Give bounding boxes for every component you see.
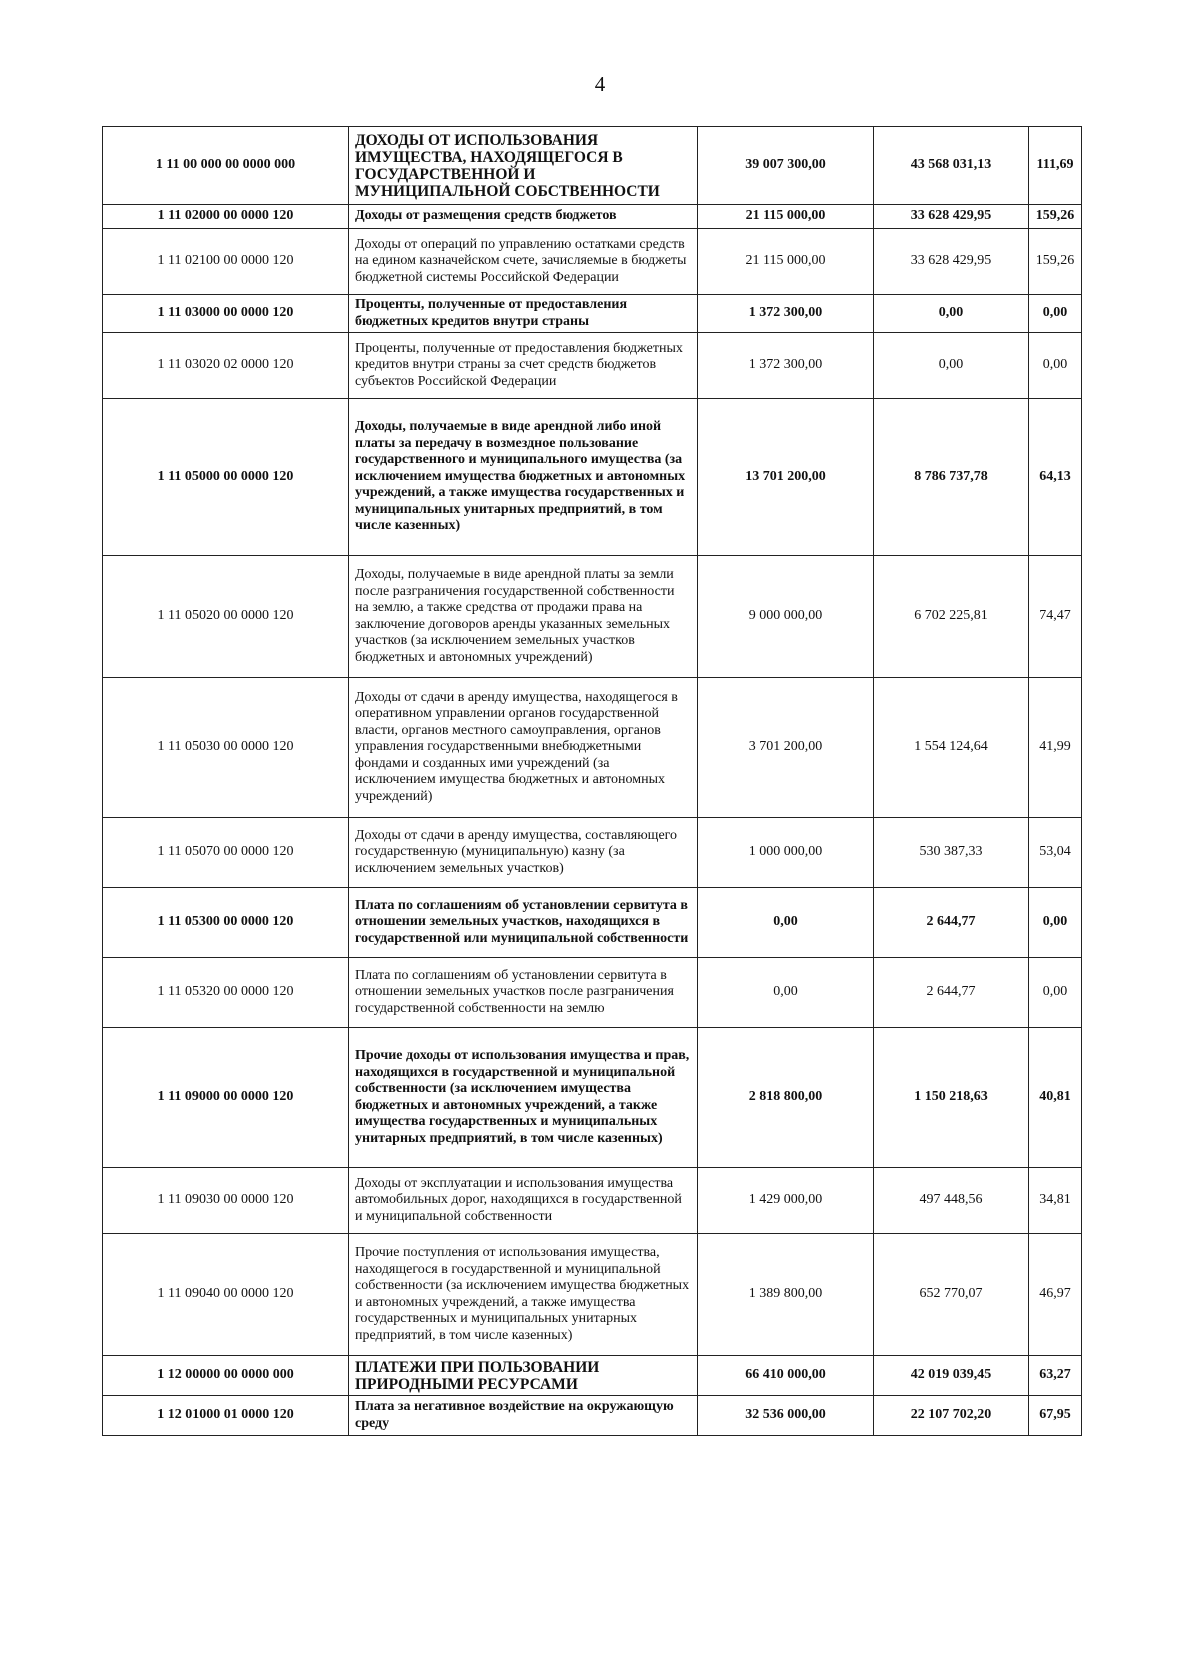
table-row bbox=[103, 1356, 1082, 1396]
table-row bbox=[103, 1168, 1082, 1234]
table-row bbox=[103, 229, 1082, 295]
percent-cell: 0,00 bbox=[1029, 295, 1082, 333]
table-row bbox=[103, 678, 1082, 818]
table-row bbox=[103, 888, 1082, 958]
income-name-cell: Доходы от размещения средств бюджетов bbox=[349, 205, 698, 229]
budget-code-cell: 1 11 05300 00 0000 120 bbox=[103, 888, 349, 958]
percent-cell: 111,69 bbox=[1029, 127, 1082, 205]
plan-amount-cell: 21 115 000,00 bbox=[698, 205, 874, 229]
income-name-cell: Проценты, полученные от предоставления бюджетных кредитов внутри страны bbox=[349, 295, 698, 333]
fact-amount-cell: 6 702 225,81 bbox=[874, 556, 1029, 678]
fact-amount-cell: 43 568 031,13 bbox=[874, 127, 1029, 205]
table-row bbox=[103, 295, 1082, 333]
budget-code-cell: 1 11 05320 00 0000 120 bbox=[103, 958, 349, 1028]
income-name-cell: ПЛАТЕЖИ ПРИ ПОЛЬЗОВАНИИ ПРИРОДНЫМИ РЕСУРСАМИ bbox=[349, 1356, 698, 1396]
income-name-cell: Плата по соглашениям об установлении сервитута в отношении земельных участков, находящихся в государственной или муниципальной собственности bbox=[349, 888, 698, 958]
percent-cell: 53,04 bbox=[1029, 818, 1082, 888]
income-name-cell: Прочие поступления от использования имущества, находящегося в государственной и муниципальной собственности (за исключением имущества бюджетных и автономных учреждений, а также имущества государственных и муниципальных унитарных предприятий, в том числе казенных) bbox=[349, 1234, 698, 1356]
fact-amount-cell: 1 150 218,63 bbox=[874, 1028, 1029, 1168]
budget-income-table bbox=[102, 126, 1082, 1436]
table-row bbox=[103, 333, 1082, 399]
income-name-cell: Доходы, получаемые в виде арендной либо иной платы за передачу в возмездное пользование государственного и муниципального имущества (за исключением имущества бюджетных и автономных учреждений, а также имущества государственных и муниципальных унитарных предприятий, в том числе казенных) bbox=[349, 399, 698, 556]
percent-cell: 67,95 bbox=[1029, 1396, 1082, 1436]
fact-amount-cell: 2 644,77 bbox=[874, 888, 1029, 958]
plan-amount-cell: 1 389 800,00 bbox=[698, 1234, 874, 1356]
plan-amount-cell: 1 372 300,00 bbox=[698, 295, 874, 333]
fact-amount-cell: 0,00 bbox=[874, 333, 1029, 399]
fact-amount-cell: 22 107 702,20 bbox=[874, 1396, 1029, 1436]
income-name-cell: Доходы от сдачи в аренду имущества, составляющего государственную (муниципальную) казну (за исключением земельных участков) bbox=[349, 818, 698, 888]
table-row bbox=[103, 1234, 1082, 1356]
percent-cell: 0,00 bbox=[1029, 888, 1082, 958]
percent-cell: 41,99 bbox=[1029, 678, 1082, 818]
fact-amount-cell: 1 554 124,64 bbox=[874, 678, 1029, 818]
table-row bbox=[103, 958, 1082, 1028]
table-row bbox=[103, 205, 1082, 229]
income-name-cell: Плата по соглашениям об установлении сервитута в отношении земельных участков после разграничения государственной собственности на землю bbox=[349, 958, 698, 1028]
fact-amount-cell: 8 786 737,78 bbox=[874, 399, 1029, 556]
plan-amount-cell: 1 372 300,00 bbox=[698, 333, 874, 399]
plan-amount-cell: 9 000 000,00 bbox=[698, 556, 874, 678]
plan-amount-cell: 3 701 200,00 bbox=[698, 678, 874, 818]
table-row bbox=[103, 127, 1082, 205]
plan-amount-cell: 1 429 000,00 bbox=[698, 1168, 874, 1234]
fact-amount-cell: 33 628 429,95 bbox=[874, 229, 1029, 295]
fact-amount-cell: 2 644,77 bbox=[874, 958, 1029, 1028]
table-row bbox=[103, 556, 1082, 678]
table-body bbox=[103, 127, 1082, 1436]
plan-amount-cell: 39 007 300,00 bbox=[698, 127, 874, 205]
budget-code-cell: 1 12 01000 01 0000 120 bbox=[103, 1396, 349, 1436]
income-name-cell: Прочие доходы от использования имущества и прав, находящихся в государственной и муниципальной собственности (за исключением имущества бюджетных и автономных учреждений, а также имущества государственных и муниципальных унитарных предприятий, в том числе казенных) bbox=[349, 1028, 698, 1168]
budget-code-cell: 1 11 05030 00 0000 120 bbox=[103, 678, 349, 818]
percent-cell: 0,00 bbox=[1029, 958, 1082, 1028]
fact-amount-cell: 652 770,07 bbox=[874, 1234, 1029, 1356]
page-number: 4 bbox=[594, 72, 606, 96]
plan-amount-cell: 0,00 bbox=[698, 888, 874, 958]
budget-code-cell: 1 11 02000 00 0000 120 bbox=[103, 205, 349, 229]
budget-code-cell: 1 11 00 000 00 0000 000 bbox=[103, 127, 349, 205]
income-name-cell: Доходы от сдачи в аренду имущества, находящегося в оперативном управлении органов государственной власти, органов местного самоуправления, органов управления государственными внебюджетными фондами и созданных ими учреждений (за исключением имущества бюджетных и автономных учреждений) bbox=[349, 678, 698, 818]
percent-cell: 46,97 bbox=[1029, 1234, 1082, 1356]
percent-cell: 74,47 bbox=[1029, 556, 1082, 678]
budget-code-cell: 1 11 02100 00 0000 120 bbox=[103, 229, 349, 295]
percent-cell: 0,00 bbox=[1029, 333, 1082, 399]
table-row bbox=[103, 399, 1082, 556]
income-name-cell: Доходы от эксплуатации и использования имущества автомобильных дорог, находящихся в государственной и муниципальной собственности bbox=[349, 1168, 698, 1234]
plan-amount-cell: 66 410 000,00 bbox=[698, 1356, 874, 1396]
percent-cell: 159,26 bbox=[1029, 205, 1082, 229]
budget-code-cell: 1 12 00000 00 0000 000 bbox=[103, 1356, 349, 1396]
percent-cell: 34,81 bbox=[1029, 1168, 1082, 1234]
plan-amount-cell: 32 536 000,00 bbox=[698, 1396, 874, 1436]
table-row bbox=[103, 818, 1082, 888]
table-row bbox=[103, 1028, 1082, 1168]
fact-amount-cell: 0,00 bbox=[874, 295, 1029, 333]
percent-cell: 63,27 bbox=[1029, 1356, 1082, 1396]
plan-amount-cell: 2 818 800,00 bbox=[698, 1028, 874, 1168]
plan-amount-cell: 21 115 000,00 bbox=[698, 229, 874, 295]
budget-code-cell: 1 11 05020 00 0000 120 bbox=[103, 556, 349, 678]
fact-amount-cell: 530 387,33 bbox=[874, 818, 1029, 888]
plan-amount-cell: 1 000 000,00 bbox=[698, 818, 874, 888]
table-row bbox=[103, 1396, 1082, 1436]
budget-code-cell: 1 11 05000 00 0000 120 bbox=[103, 399, 349, 556]
percent-cell: 64,13 bbox=[1029, 399, 1082, 556]
budget-code-cell: 1 11 03020 02 0000 120 bbox=[103, 333, 349, 399]
percent-cell: 159,26 bbox=[1029, 229, 1082, 295]
budget-code-cell: 1 11 09030 00 0000 120 bbox=[103, 1168, 349, 1234]
income-name-cell: ДОХОДЫ ОТ ИСПОЛЬЗОВАНИЯ ИМУЩЕСТВА, НАХОДЯЩЕГОСЯ В ГОСУДАРСТВЕННОЙ И МУНИЦИПАЛЬНОЙ СОБСТВЕННОСТИ bbox=[349, 127, 698, 205]
budget-code-cell: 1 11 09040 00 0000 120 bbox=[103, 1234, 349, 1356]
percent-cell: 40,81 bbox=[1029, 1028, 1082, 1168]
income-name-cell: Проценты, полученные от предоставления бюджетных кредитов внутри страны за счет средств бюджетов субъектов Российской Федерации bbox=[349, 333, 698, 399]
budget-code-cell: 1 11 03000 00 0000 120 bbox=[103, 295, 349, 333]
income-name-cell: Доходы, получаемые в виде арендной платы за земли после разграничения государственной собственности на землю, а также средства от продажи права на заключение договоров аренды указанных земельных участков (за исключением земельных участков бюджетных и автономных учреждений) bbox=[349, 556, 698, 678]
budget-code-cell: 1 11 09000 00 0000 120 bbox=[103, 1028, 349, 1168]
income-name-cell: Доходы от операций по управлению остатками средств на едином казначейском счете, зачисляемые в бюджеты бюджетной системы Российской Федерации bbox=[349, 229, 698, 295]
budget-code-cell: 1 11 05070 00 0000 120 bbox=[103, 818, 349, 888]
plan-amount-cell: 0,00 bbox=[698, 958, 874, 1028]
fact-amount-cell: 33 628 429,95 bbox=[874, 205, 1029, 229]
income-name-cell: Плата за негативное воздействие на окружающую среду bbox=[349, 1396, 698, 1436]
fact-amount-cell: 42 019 039,45 bbox=[874, 1356, 1029, 1396]
plan-amount-cell: 13 701 200,00 bbox=[698, 399, 874, 556]
fact-amount-cell: 497 448,56 bbox=[874, 1168, 1029, 1234]
